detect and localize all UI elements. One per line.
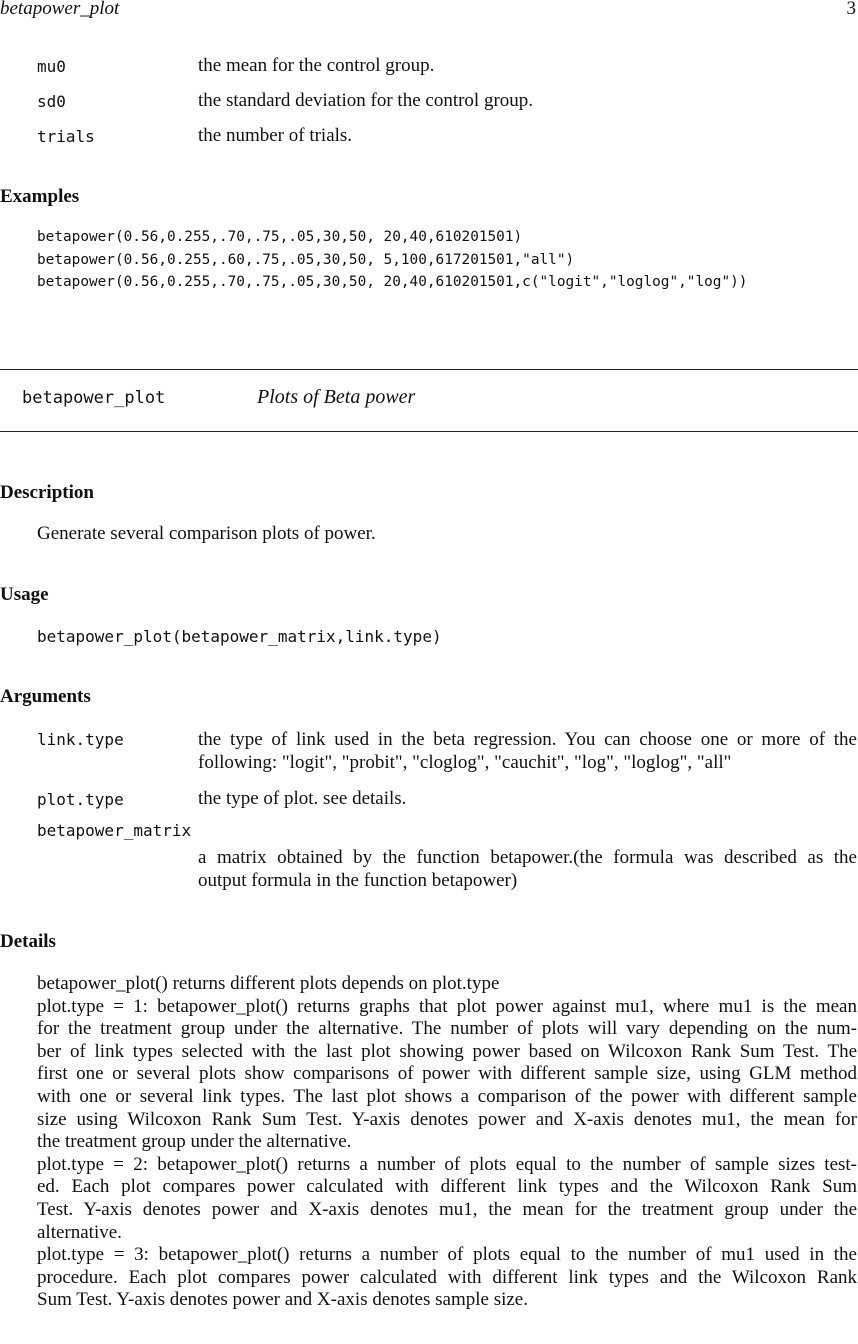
argument-description-line: following: "logit", "probit", "cloglog", "cauchit", "log", "loglog", "all" bbox=[198, 752, 732, 773]
argument-name: betapower_matrix bbox=[37, 821, 192, 840]
argument-description: the mean for the control group. bbox=[198, 55, 435, 76]
details-line: with one or several link types. The last plot shows a comparison of the power with different sample bbox=[37, 1085, 857, 1107]
example-code-line: betapower(0.56,0.255,.70,.75,.05,30,50, 20,40,610201501,c("logit","loglog","log")) bbox=[37, 274, 748, 290]
argument-name: mu0 bbox=[37, 57, 66, 76]
running-header-title: betapower_plot bbox=[0, 0, 120, 19]
details-line: Sum Test. Y-axis denotes power and X-axis denotes sample size. bbox=[37, 1289, 528, 1311]
argument-name: trials bbox=[37, 127, 95, 146]
argument-description-line: the type of link used in the beta regression. You can choose one or more of the bbox=[198, 729, 857, 750]
section-heading-examples: Examples bbox=[0, 186, 80, 207]
details-line: betapower_plot() returns different plots depends on plot.type bbox=[37, 973, 500, 994]
argument-description-line: output formula in the function betapower) bbox=[198, 870, 518, 891]
details-line: ed. Each plot compares power calculated with different link types and the Wilcoxon Rank Sum bbox=[37, 1176, 857, 1198]
page-number: 3 bbox=[846, 0, 856, 19]
section-heading-arguments: Arguments bbox=[0, 686, 91, 707]
details-line: procedure. Each plot compares power calculated with different link types and the Wilcoxon Rank bbox=[37, 1266, 857, 1288]
argument-description: the standard deviation for the control group. bbox=[198, 90, 534, 111]
example-code-line: betapower(0.56,0.255,.70,.75,.05,30,50, 20,40,610201501) bbox=[37, 229, 523, 245]
usage-code: betapower_plot(betapower_matrix,link.type) bbox=[37, 627, 442, 646]
details-line: the treatment group under the alternative. bbox=[37, 1131, 352, 1153]
argument-name: link.type bbox=[37, 730, 124, 749]
topic-name: betapower_plot bbox=[22, 388, 166, 408]
section-heading-description: Description bbox=[0, 482, 94, 503]
details-line: plot.type = 1: betapower_plot() returns graphs that plot power against mu1, where mu1 is the mean bbox=[37, 995, 857, 1017]
topic-rule-bottom bbox=[0, 431, 858, 432]
argument-name: plot.type bbox=[37, 790, 124, 809]
details-line: ber of link types selected with the last plot showing power based on Wilcoxon Rank Sum Test. The bbox=[37, 1040, 857, 1062]
details-line: size using Wilcoxon Rank Sum Test. Y-axis denotes power and X-axis denotes mu1, the mean for bbox=[37, 1108, 857, 1130]
argument-description: the number of trials. bbox=[198, 125, 353, 146]
example-code-line: betapower(0.56,0.255,.60,.75,.05,30,50, 5,100,617201501,"all") bbox=[37, 252, 575, 268]
details-line: plot.type = 2: betapower_plot() returns a number of plots equal to the number of sample sizes test- bbox=[37, 1153, 857, 1175]
details-line: for the treatment group under the alternative. The number of plots will vary depending on the num- bbox=[37, 1018, 857, 1040]
topic-rule-top bbox=[0, 369, 858, 370]
argument-description-line: a matrix obtained by the function betapower.(the formula was described as the bbox=[198, 847, 857, 868]
argument-description bbox=[198, 846, 857, 892]
description-text: Generate several comparison plots of power. bbox=[37, 523, 376, 544]
section-heading-details: Details bbox=[0, 931, 56, 952]
details-line: alternative. bbox=[37, 1221, 122, 1243]
details-line: first one or several plots show comparisons of power with different sample size, using GLM method bbox=[37, 1063, 857, 1085]
section-heading-usage: Usage bbox=[0, 584, 49, 605]
details-paragraph bbox=[37, 973, 857, 1312]
details-line: Test. Y-axis denotes power and X-axis denotes mu1, the mean for the treatment group under the bbox=[37, 1198, 857, 1220]
topic-title: Plots of Beta power bbox=[257, 386, 416, 408]
details-line: plot.type = 3: betapower_plot() returns a number of plots equal to the number of mu1 used in the bbox=[37, 1244, 857, 1266]
argument-name: sd0 bbox=[37, 92, 66, 111]
argument-description bbox=[198, 728, 857, 774]
argument-description: the type of plot. see details. bbox=[198, 788, 407, 809]
